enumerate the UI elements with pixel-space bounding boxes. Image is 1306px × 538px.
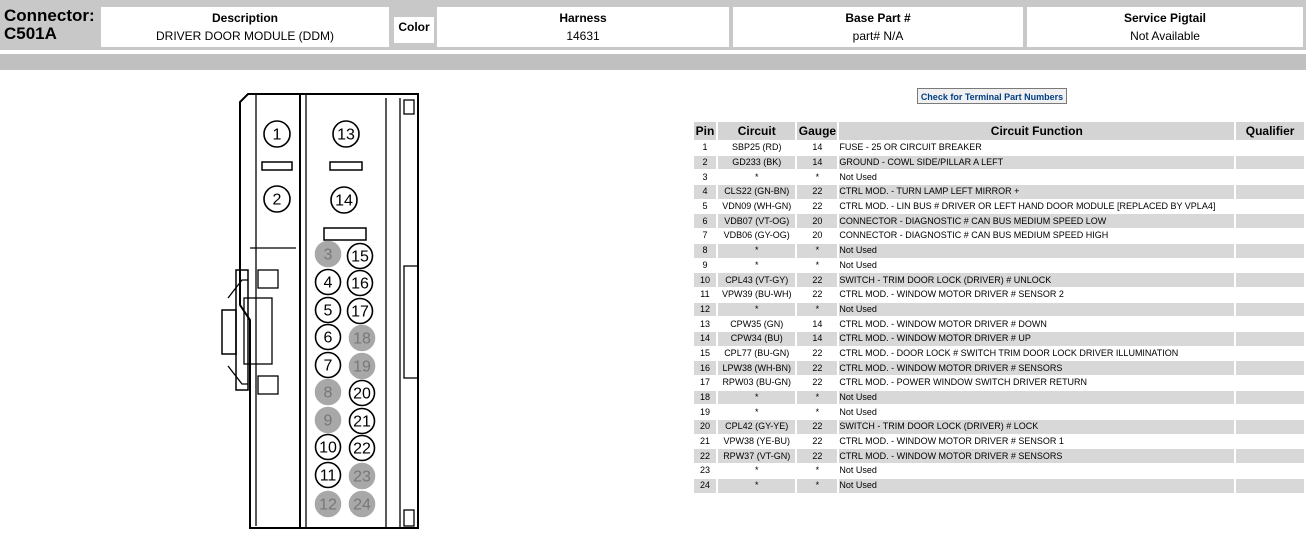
table-body	[694, 141, 1306, 507]
pin-number: 5	[323, 302, 333, 320]
pin-cavity-12	[316, 492, 341, 517]
pin-number: 11	[319, 467, 337, 485]
gauge-cell: *	[797, 464, 839, 478]
circuit-cell: *	[718, 303, 798, 317]
table-row	[694, 347, 1306, 361]
pin-cell: 22	[694, 449, 718, 463]
qualifier-cell	[1236, 244, 1306, 258]
pin-cavity-24	[350, 492, 375, 517]
pin-number: 22	[353, 440, 371, 458]
function-cell: CONNECTOR - DIAGNOSTIC # CAN BUS MEDIUM SPEED LOW	[839, 214, 1236, 228]
function-cell: CTRL MOD. - POWER WINDOW SWITCH DRIVER RETURN	[839, 376, 1236, 390]
function-cell: CTRL MOD. - DOOR LOCK # SWITCH TRIM DOOR LOCK DRIVER ILLUMINATION	[839, 347, 1236, 361]
qualifier-cell	[1236, 259, 1306, 273]
pin-cavity-13	[333, 121, 359, 147]
pin-cavity-10	[316, 435, 341, 460]
bottom-notch	[404, 510, 414, 526]
pin-cavity-14	[331, 187, 357, 213]
function-cell: CTRL MOD. - WINDOW MOTOR DRIVER # UP	[839, 332, 1236, 346]
table-row	[694, 361, 1306, 375]
connector-id: C501A	[4, 24, 57, 43]
qualifier-cell	[1236, 200, 1306, 214]
pin-number: 13	[337, 126, 355, 144]
pin-cavity-16	[348, 271, 373, 296]
pin-cell: 12	[694, 303, 718, 317]
circuit-cell	[718, 494, 798, 508]
color-label: Color	[394, 17, 434, 43]
function-cell: CTRL MOD. - WINDOW MOTOR DRIVER # SENSOR 2	[839, 288, 1236, 302]
pin-number: 1	[272, 126, 282, 144]
connector-face-diagram	[0, 70, 460, 538]
table-row	[694, 259, 1306, 273]
pin-cell: 18	[694, 391, 718, 405]
circuit-cell: SBP25 (RD)	[718, 141, 798, 155]
gauge-cell: 14	[797, 156, 839, 170]
pin-number: 20	[353, 385, 371, 403]
table-row	[694, 156, 1306, 170]
table-header-row	[694, 122, 1306, 140]
function-cell: CTRL MOD. - TURN LAMP LEFT MIRROR +	[839, 185, 1236, 199]
qualifier-cell	[1236, 229, 1306, 243]
gauge-cell: *	[797, 244, 839, 258]
gauge-cell: 22	[797, 288, 839, 302]
circuit-cell: *	[718, 464, 798, 478]
gauge-cell: 22	[797, 449, 839, 463]
table-row	[694, 479, 1306, 493]
description-cell	[101, 7, 389, 47]
function-cell: Not Used	[839, 405, 1236, 419]
circuit-cell: *	[718, 391, 798, 405]
base-part-label: Base Part #	[845, 11, 911, 25]
pin-number: 2	[272, 191, 282, 209]
pin-cavity-15	[348, 244, 373, 269]
pin-number: 4	[323, 274, 333, 292]
qualifier-cell	[1236, 435, 1306, 449]
function-cell: Not Used	[839, 303, 1236, 317]
pin-cavity-17	[348, 299, 373, 324]
gauge-cell: 22	[797, 347, 839, 361]
pin-number: 21	[353, 413, 371, 431]
pin-cavity-2	[264, 186, 290, 212]
circuit-cell: LPW38 (WH-BN)	[718, 361, 798, 375]
qualifier-cell	[1236, 288, 1306, 302]
harness-label: Harness	[559, 11, 607, 25]
function-cell: CTRL MOD. - WINDOW MOTOR DRIVER # SENSORS	[839, 361, 1236, 375]
pin-number: 15	[351, 248, 369, 266]
table-row	[694, 332, 1306, 346]
pin-cavities	[264, 121, 375, 517]
qualifier-cell	[1236, 214, 1306, 228]
table-row	[694, 494, 1306, 508]
qualifier-cell	[1236, 376, 1306, 390]
qualifier-cell	[1236, 361, 1306, 375]
right-latch	[404, 266, 418, 378]
pin-cavity-6	[316, 325, 341, 350]
lock-tab-slope-bottom	[228, 366, 248, 384]
pin-cavity-20	[350, 381, 375, 406]
table-row	[694, 405, 1306, 419]
circuit-cell: CPL42 (GY-YE)	[718, 420, 798, 434]
circuit-cell: *	[718, 405, 798, 419]
circuit-cell: *	[718, 170, 798, 184]
function-cell: CONNECTOR - DIAGNOSTIC # CAN BUS MEDIUM SPEED HIGH	[839, 229, 1236, 243]
gauge-cell	[797, 494, 839, 508]
pin-number: 8	[323, 384, 333, 402]
pin-cavity-18	[350, 326, 375, 351]
pin-number: 23	[353, 468, 371, 486]
col-function-header: Circuit Function	[839, 122, 1236, 140]
pin-cell: 15	[694, 347, 718, 361]
table-row	[694, 449, 1306, 463]
harness-cell	[437, 7, 729, 47]
function-cell	[839, 494, 1236, 508]
housing-left-outline	[240, 94, 300, 528]
pin-number: 10	[319, 439, 337, 457]
connector-label	[4, 7, 95, 43]
description-value: DRIVER DOOR MODULE (DDM)	[155, 29, 334, 43]
slot-left	[262, 162, 292, 170]
pin-cavity-3	[316, 242, 341, 267]
lock-tab-outer	[222, 310, 236, 354]
table-row	[694, 435, 1306, 449]
qualifier-cell	[1236, 141, 1306, 155]
pin-number: 24	[353, 496, 371, 514]
gauge-cell: 22	[797, 435, 839, 449]
pin-number: 18	[353, 330, 371, 348]
qualifier-cell	[1236, 479, 1306, 493]
function-cell: Not Used	[839, 244, 1236, 258]
pin-cell: 5	[694, 200, 718, 214]
pin-cavity-4	[316, 270, 341, 295]
base-part-cell	[733, 7, 1023, 47]
pin-cavity-9	[316, 408, 341, 433]
pin-cell: 23	[694, 464, 718, 478]
function-cell: GROUND - COWL SIDE/PILLAR A LEFT	[839, 156, 1236, 170]
circuit-cell: CLS22 (GN-BN)	[718, 185, 798, 199]
circuit-cell: VPW39 (BU-WH)	[718, 288, 798, 302]
lock-tab-body	[236, 270, 248, 390]
gauge-cell: *	[797, 259, 839, 273]
circuit-cell: RPW03 (BU-GN)	[718, 376, 798, 390]
function-cell: SWITCH - TRIM DOOR LOCK (DRIVER) # LOCK	[839, 420, 1236, 434]
pin-cell: 9	[694, 259, 718, 273]
gauge-cell: 22	[797, 376, 839, 390]
table-row	[694, 141, 1306, 155]
circuit-cell: VPW38 (YE-BU)	[718, 435, 798, 449]
pin-number: 9	[323, 412, 333, 430]
pin-cell: 13	[694, 317, 718, 331]
qualifier-cell	[1236, 449, 1306, 463]
description-label: Description	[211, 11, 278, 25]
pin-cell: 6	[694, 214, 718, 228]
pin-number: 6	[323, 329, 333, 347]
function-cell: FUSE - 25 OR CIRCUIT BREAKER	[839, 141, 1236, 155]
col-circuit-header: Circuit	[718, 122, 798, 140]
table-row	[694, 244, 1306, 258]
slot-right	[330, 162, 362, 170]
gauge-cell: 14	[797, 332, 839, 346]
lock-tab-upper-square	[258, 270, 278, 288]
pin-number: 12	[319, 496, 337, 514]
pin-number: 17	[351, 303, 369, 321]
function-cell: CTRL MOD. - LIN BUS # DRIVER OR LEFT HAND DOOR MODULE [REPLACED BY VPLA4]	[839, 200, 1236, 214]
header-band	[0, 54, 1306, 70]
function-cell: CTRL MOD. - WINDOW MOTOR DRIVER # DOWN	[839, 317, 1236, 331]
pinout-table	[694, 121, 1306, 508]
pin-number: 16	[351, 275, 369, 293]
check-terminal-part-numbers-button[interactable]: Check for Terminal Part Numbers	[917, 88, 1067, 104]
gauge-cell: 22	[797, 200, 839, 214]
pin-cavity-23	[350, 464, 375, 489]
qualifier-cell	[1236, 317, 1306, 331]
gauge-cell: 20	[797, 229, 839, 243]
qualifier-cell	[1236, 405, 1306, 419]
table-row	[694, 200, 1306, 214]
pin-number: 14	[335, 192, 353, 210]
pin-cell: 19	[694, 405, 718, 419]
circuit-cell: CPW35 (GN)	[718, 317, 798, 331]
pin-cell: 10	[694, 273, 718, 287]
pin-cell: 1	[694, 141, 718, 155]
harness-value: 14631	[566, 29, 600, 43]
pin-cell: 20	[694, 420, 718, 434]
qualifier-cell	[1236, 273, 1306, 287]
pin-number: 19	[353, 358, 371, 376]
circuit-cell: VDB07 (VT-OG)	[718, 214, 798, 228]
table-row	[694, 317, 1306, 331]
service-pigtail-cell	[1027, 7, 1303, 47]
gauge-cell: *	[797, 405, 839, 419]
gauge-cell: 22	[797, 185, 839, 199]
function-cell: Not Used	[839, 259, 1236, 273]
col-pin-header: Pin	[694, 122, 718, 140]
circuit-cell: *	[718, 244, 798, 258]
table-row	[694, 170, 1306, 184]
table-row	[694, 288, 1306, 302]
function-cell: Not Used	[839, 391, 1236, 405]
qualifier-cell	[1236, 420, 1306, 434]
table-row	[694, 214, 1306, 228]
circuit-cell: GD233 (BK)	[718, 156, 798, 170]
pin-cavity-21	[350, 409, 375, 434]
table-row	[694, 229, 1306, 243]
lock-tab-lower-square	[258, 376, 278, 394]
function-cell: CTRL MOD. - WINDOW MOTOR DRIVER # SENSORS	[839, 449, 1236, 463]
pin-number: 3	[323, 246, 333, 264]
function-cell: Not Used	[839, 464, 1236, 478]
gauge-cell: 14	[797, 141, 839, 155]
pin-cell: 16	[694, 361, 718, 375]
gauge-cell: 22	[797, 361, 839, 375]
qualifier-cell	[1236, 170, 1306, 184]
gauge-cell: 22	[797, 273, 839, 287]
gauge-cell: *	[797, 170, 839, 184]
gauge-cell: 22	[797, 420, 839, 434]
qualifier-cell	[1236, 156, 1306, 170]
circuit-cell: VDB06 (GY-OG)	[718, 229, 798, 243]
table-row	[694, 185, 1306, 199]
circuit-cell: *	[718, 479, 798, 493]
circuit-cell: VDN09 (WH-GN)	[718, 200, 798, 214]
qualifier-cell	[1236, 332, 1306, 346]
table-row	[694, 376, 1306, 390]
pin-cavity-22	[350, 436, 375, 461]
pin-cavity-7	[316, 353, 341, 378]
function-cell: Not Used	[839, 170, 1236, 184]
table-row	[694, 303, 1306, 317]
pin-cell: 14	[694, 332, 718, 346]
pin-cell: 17	[694, 376, 718, 390]
function-cell: SWITCH - TRIM DOOR LOCK (DRIVER) # UNLOCK	[839, 273, 1236, 287]
qualifier-cell	[1236, 185, 1306, 199]
pin-cell: 21	[694, 435, 718, 449]
qualifier-cell	[1236, 303, 1306, 317]
pin-cavity-5	[316, 298, 341, 323]
function-cell: Not Used	[839, 479, 1236, 493]
gauge-cell: *	[797, 479, 839, 493]
service-pigtail-value: Not Available	[1130, 29, 1200, 43]
gauge-cell: 14	[797, 317, 839, 331]
gauge-cell: *	[797, 303, 839, 317]
circuit-cell: CPW34 (BU)	[718, 332, 798, 346]
col-gauge-header: Gauge	[797, 122, 839, 140]
pin-cell: 2	[694, 156, 718, 170]
gauge-cell: 20	[797, 214, 839, 228]
table-row	[694, 273, 1306, 287]
connector-label-text: Connector:	[4, 6, 95, 25]
lock-tab-slope-top	[228, 280, 248, 298]
table-row	[694, 420, 1306, 434]
pin-cell: 8	[694, 244, 718, 258]
pin-cell: 11	[694, 288, 718, 302]
gauge-cell: *	[797, 391, 839, 405]
table-row	[694, 391, 1306, 405]
pin-cell: 3	[694, 170, 718, 184]
pin-cell	[694, 494, 718, 508]
circuit-cell: *	[718, 259, 798, 273]
pin-cavity-11	[316, 463, 341, 488]
circuit-cell: RPW37 (VT-GN)	[718, 449, 798, 463]
pin-cell: 24	[694, 479, 718, 493]
top-notch	[404, 100, 414, 114]
qualifier-cell	[1236, 391, 1306, 405]
service-pigtail-label: Service Pigtail	[1123, 11, 1207, 25]
qualifier-cell	[1236, 347, 1306, 361]
pin-cavity-8	[316, 380, 341, 405]
base-part-value: part# N/A	[852, 29, 904, 43]
circuit-cell: CPL77 (BU-GN)	[718, 347, 798, 361]
pin-cavity-1	[264, 121, 290, 147]
pin-cell: 4	[694, 185, 718, 199]
table-row	[694, 464, 1306, 478]
pin-cell: 7	[694, 229, 718, 243]
function-cell: CTRL MOD. - WINDOW MOTOR DRIVER # SENSOR 1	[839, 435, 1236, 449]
qualifier-cell	[1236, 494, 1306, 508]
col-qualifier-header: Qualifier	[1236, 122, 1306, 140]
keying-slot	[324, 228, 366, 240]
circuit-cell: CPL43 (VT-GY)	[718, 273, 798, 287]
pin-number: 7	[323, 357, 333, 375]
pin-cavity-19	[350, 354, 375, 379]
qualifier-cell	[1236, 464, 1306, 478]
